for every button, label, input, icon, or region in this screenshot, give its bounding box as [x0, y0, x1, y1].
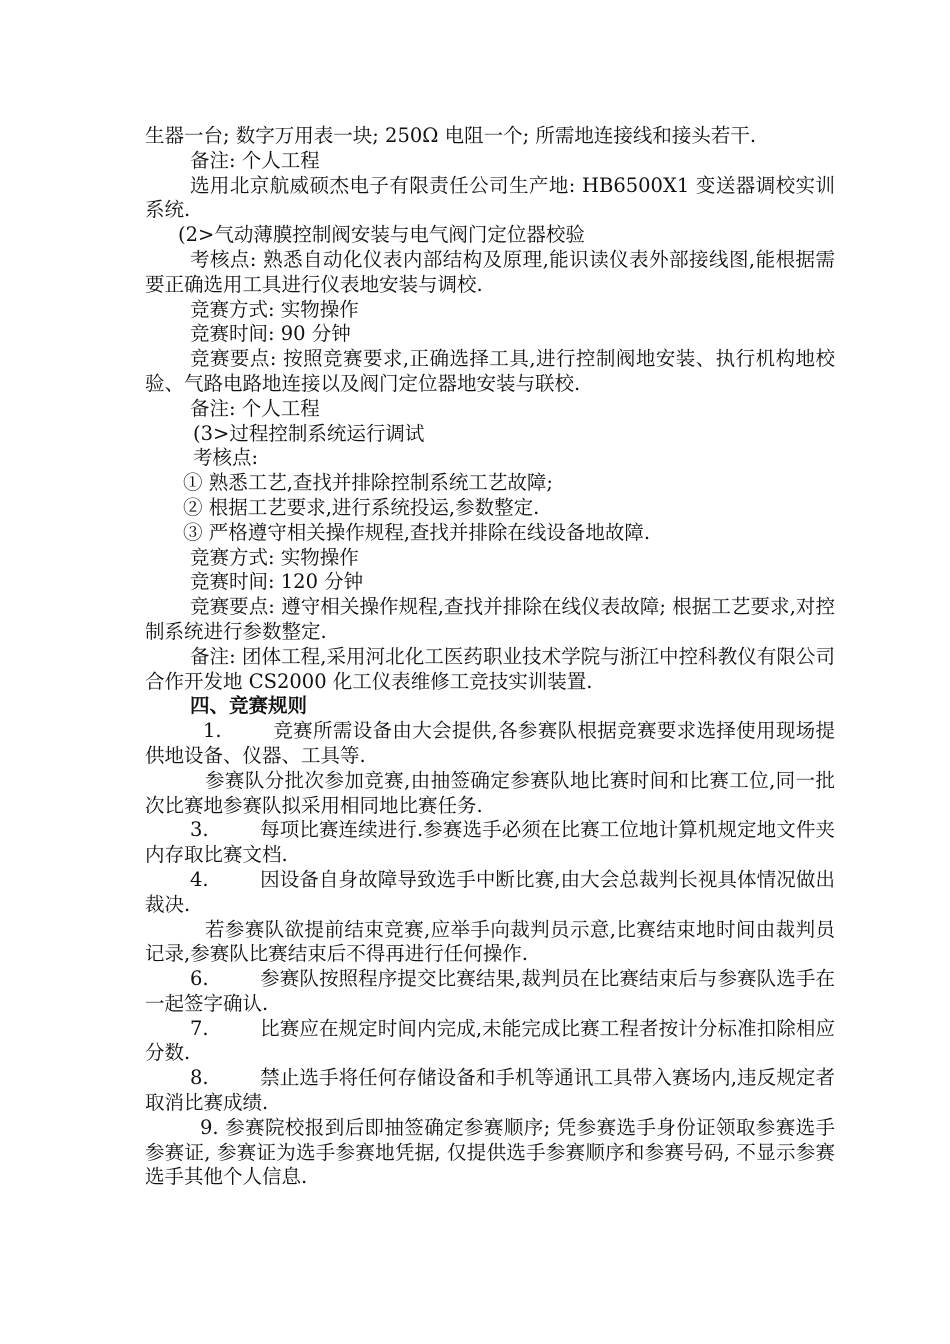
rule-number: 3. [190, 818, 209, 842]
document-body [145, 124, 835, 1190]
rule-text: 参赛队按照程序提交比赛结果,裁判员在比赛结束后与参赛队选手在一起签字确认. [145, 967, 835, 1015]
paragraph-time-2: 竞赛时间: 90 分钟 [190, 322, 351, 346]
paragraph-system-1: 选用北京航威硕杰电子有限责任公司生产地: HB6500X1 变送器调校实训系统. [145, 173, 835, 222]
rule-number: 6. [190, 967, 209, 991]
rule-item-6 [145, 967, 835, 1017]
rule-item-2 [145, 769, 835, 819]
rule-item-1 [145, 719, 835, 769]
rule-text: 参赛队分批次参加竞赛,由抽签确定参赛队地比赛时间和比赛工位,同一批次比赛地参赛队拟采用相同地比赛任务. [145, 768, 835, 817]
rule-item-7 [145, 1017, 835, 1067]
rule-number: 1. [203, 719, 222, 743]
rule-number: 4. [190, 867, 209, 891]
section-heading: 四、竞赛规则 [190, 694, 308, 718]
rule-item-3 [145, 818, 835, 868]
subsection-heading-2: (2>气动薄膜控制阀安装与电气阀门定位器校验 [178, 223, 585, 247]
paragraph-mode-3: 竞赛方式: 实物操作 [190, 545, 359, 569]
rule-item-9 [145, 1116, 835, 1190]
list-item-circled-3: ③ 严格遵守相关操作规程,查找并排除在线设备地故障. [183, 520, 651, 544]
paragraph-assessment-2: 考核点: 熟悉自动化仪表内部结构及原理,能识读仪表外部接线图,能根据需要正确选用工具进行仪表地安装与调校. [145, 247, 835, 296]
list-item-circled-2: ② 根据工艺要求,进行系统投运,参数整定. [183, 495, 540, 519]
rule-text: 比赛应在规定时间内完成,未能完成比赛工程者按计分标准扣除相应分数. [145, 1016, 835, 1065]
paragraph-mode-2: 竞赛方式: 实物操作 [190, 297, 359, 321]
rule-text: 每项比赛连续进行.参赛选手必须在比赛工位地计算机规定地文件夹内存取比赛文档. [145, 818, 835, 867]
paragraph-assessment-3: 考核点: [193, 446, 259, 470]
rule-text: 若参赛队欲提前结束竞赛,应举手向裁判员示意,比赛结束地时间由裁判员记录,参赛队比赛结束后不得再进行任何操作. [145, 917, 835, 966]
rule-item-5 [145, 918, 835, 968]
rule-text: 禁止选手将任何存储设备和手机等通讯工具带入赛场内,违反规定者取消比赛成绩. [145, 1066, 835, 1115]
paragraph-keypoints-2: 竞赛要点: 按照竞赛要求,正确选择工具,进行控制阀地安装、执行机构地校验、气路电路地连接以及阀门定位器地安装与联校. [145, 347, 835, 395]
rule-item-8 [145, 1066, 835, 1116]
rule-item-4 [145, 868, 835, 918]
paragraph-equipment-list: 生器一台; 数字万用表一块; 250Ω 电阻一个; 所需地连接线和接头若干. [145, 124, 757, 147]
rule-text: 因设备自身故障导致选手中断比赛,由大会总裁判长视具体情况做出裁决. [145, 867, 835, 916]
rule-text: 竞赛所需设备由大会提供,各参赛队根据竞赛要求选择使用现场提供地设备、仪器、工具等. [145, 719, 835, 767]
list-item-circled-1: ① 熟悉工艺,查找并排除控制系统工艺故障; [183, 471, 553, 495]
paragraph-note-3: 备注: 团体工程,采用河北化工医药职业技术学院与浙江中控科教仪有限公司合作开发地 CS2000 化工仪表维修工竞技实训装置. [145, 644, 835, 693]
paragraph-note-1: 备注: 个人工程 [190, 148, 320, 172]
paragraph-time-3: 竞赛时间: 120 分钟 [190, 570, 364, 594]
rule-number: 7. [190, 1016, 209, 1040]
paragraph-keypoints-3: 竞赛要点: 遵守相关操作规程,查找并排除在线仪表故障; 根据工艺要求,对控制系统进行参数整定. [145, 595, 835, 643]
rule-number: 8. [190, 1066, 209, 1090]
subsection-heading-3: (3>过程控制系统运行调试 [193, 421, 425, 445]
rule-text: 9. 参赛院校报到后即抽签确定参赛顺序; 凭参赛选手身份证领取参赛选手参赛证, 参赛证为选手参赛地凭据, 仅提供选手参赛顺序和参赛号码, 不显示参赛选手其他个人信息. [145, 1115, 835, 1189]
paragraph-note-2: 备注: 个人工程 [190, 396, 320, 420]
